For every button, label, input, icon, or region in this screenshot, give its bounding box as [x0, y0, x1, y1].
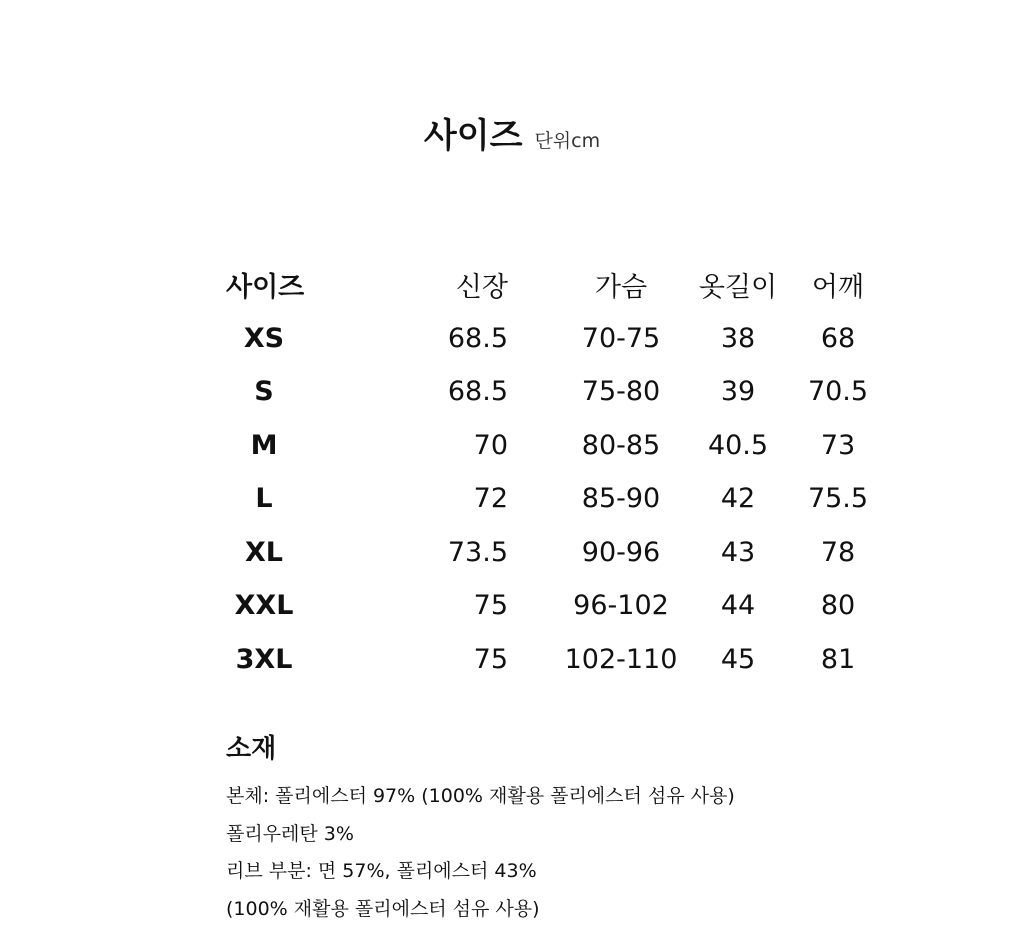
column-header-chest: 가슴	[594, 272, 648, 304]
material-line: 리브 부분: 면 57%, 폴리에스터 43%	[226, 860, 537, 882]
size-table	[218, 258, 880, 686]
page-title: 사이즈	[423, 116, 523, 156]
cell-shoulder: 68	[820, 322, 856, 354]
material-line: 본체: 폴리에스터 97% (100% 재활용 폴리에스터 섬유 사용)	[226, 785, 735, 807]
cell-chest: 90-96	[581, 536, 661, 568]
cell-size: XL	[244, 536, 284, 568]
unit-label: 단위cm	[534, 130, 601, 152]
table-row	[218, 365, 880, 419]
cell-chest: 96-102	[573, 590, 669, 622]
cell-length: 42	[720, 483, 756, 515]
cell-height: 70	[473, 429, 508, 461]
material-line: 폴리우레탄 3%	[226, 822, 354, 845]
table-row	[218, 419, 880, 473]
table-row	[218, 472, 880, 526]
column-header-length: 옷길이	[698, 272, 778, 304]
cell-length: 43	[720, 536, 756, 568]
cell-length: 38	[720, 322, 756, 354]
cell-shoulder: 70.5	[807, 376, 869, 408]
cell-height: 68.5	[447, 376, 508, 408]
cell-height: 72	[473, 483, 508, 515]
cell-length: 45	[720, 643, 756, 675]
size-heading	[0, 108, 1024, 157]
column-header-shoulder: 어깨	[811, 272, 865, 304]
material-line: (100% 재활용 폴리에스터 섬유 사용)	[226, 897, 540, 920]
cell-chest: 70-75	[581, 322, 661, 354]
cell-size: XS	[243, 322, 285, 354]
cell-size: XXL	[234, 590, 294, 622]
cell-chest: 102-110	[564, 643, 678, 675]
table-row	[218, 633, 880, 687]
cell-size: M	[250, 429, 278, 461]
cell-shoulder: 75.5	[807, 483, 869, 515]
cell-chest: 75-80	[581, 376, 661, 408]
cell-size: S	[254, 376, 274, 408]
material-title: 소재	[226, 734, 277, 764]
cell-height: 73.5	[447, 536, 508, 568]
cell-chest: 85-90	[581, 483, 661, 515]
cell-length: 44	[720, 590, 756, 622]
cell-shoulder: 80	[820, 590, 856, 622]
cell-shoulder: 78	[820, 536, 856, 568]
cell-height: 75	[473, 643, 508, 675]
cell-shoulder: 81	[820, 643, 856, 675]
cell-shoulder: 73	[820, 429, 856, 461]
cell-length: 40.5	[707, 429, 769, 461]
column-header-size: 사이즈	[226, 272, 305, 304]
cell-size: 3XL	[235, 643, 293, 675]
cell-size: L	[255, 483, 273, 515]
table-header-row	[218, 258, 880, 312]
table-row	[218, 312, 880, 366]
cell-height: 68.5	[447, 322, 508, 354]
cell-height: 75	[473, 590, 508, 622]
table-row	[218, 579, 880, 633]
cell-length: 39	[720, 376, 756, 408]
cell-chest: 80-85	[581, 429, 661, 461]
material-section	[226, 732, 986, 928]
table-row	[218, 526, 880, 580]
column-header-height: 신장	[455, 272, 508, 304]
